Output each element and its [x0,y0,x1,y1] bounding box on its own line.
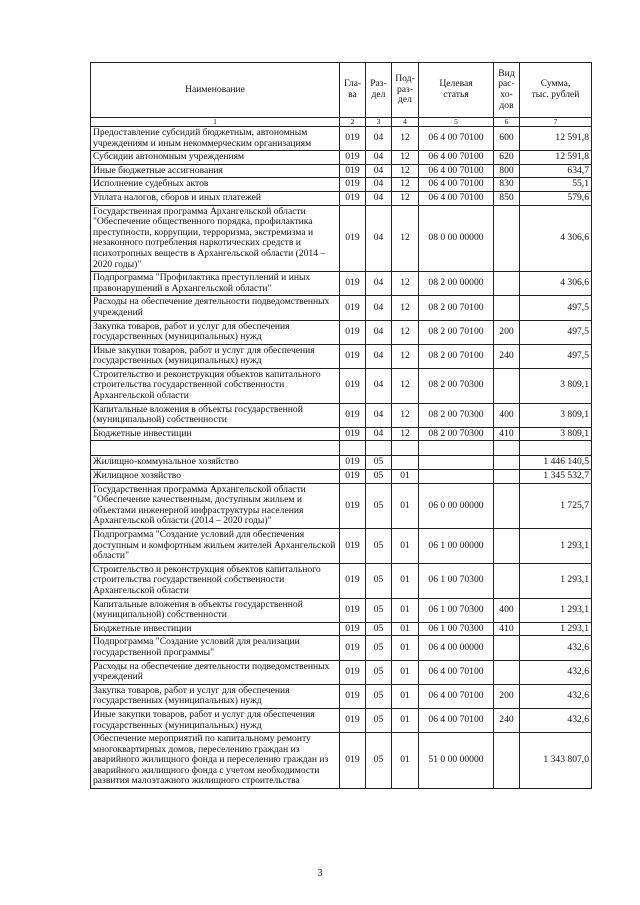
row-target: 06 4 00 70100 [419,191,494,205]
row-expense-type [494,636,520,660]
row-chapter: 019 [340,344,366,368]
row-target: 08 2 00 70300 [419,403,494,427]
row-expense-type: 200 [494,320,520,344]
header-section: Раз- дел [366,63,392,118]
row-expense-type [494,660,520,684]
row-subsection: 12 [392,151,419,165]
row-amount: 4 306,6 [520,272,592,296]
row-name: Уплата налогов, сборов и иных платежей [91,191,340,205]
row-amount: 55,1 [520,178,592,192]
row-name: Предоставление субсидий бюджетным, автономным учреждениям и иным некоммерческим организациям [91,127,340,151]
row-name: Закупка товаров, работ и услуг для обеспечения государственных (муниципальных) нужд [91,320,340,344]
row-chapter: 019 [340,368,366,403]
row-chapter: 019 [340,296,366,320]
row-name: Подпрограмма "Создание условий для обеспечения доступным и комфортным жильем жителей Архангельской области" [91,529,340,564]
table-row [91,483,592,528]
column-number: 6 [494,118,520,127]
column-number: 3 [366,118,392,127]
row-section: 05 [366,563,392,598]
row-subsection: 01 [392,470,419,484]
row-name [91,441,340,456]
row-name: Расходы на обеспечение деятельности подведомственных учреждений [91,660,340,684]
row-chapter: 019 [340,470,366,484]
table-row [91,684,592,708]
row-subsection: 12 [392,344,419,368]
row-name: Иные закупки товаров, работ и услуг для обеспечения государственных (муниципальных) нужд [91,344,340,368]
row-amount: 3 809,1 [520,427,592,441]
row-subsection: 12 [392,320,419,344]
row-chapter: 019 [340,483,366,528]
row-target: 08 2 00 70100 [419,296,494,320]
row-section: 04 [366,320,392,344]
row-subsection: 12 [392,368,419,403]
table-row [91,320,592,344]
header-name: Наименование [91,63,340,118]
row-target: 08 0 00 00000 [419,205,494,272]
row-expense-type [494,470,520,484]
row-section: 04 [366,205,392,272]
row-target: 06 0 00 00000 [419,483,494,528]
table-row [91,368,592,403]
row-amount: 432,6 [520,636,592,660]
table-row [91,178,592,192]
row-chapter: 019 [340,622,366,636]
row-section: 05 [366,470,392,484]
row-amount: 497,5 [520,320,592,344]
row-section: 05 [366,598,392,622]
header-chapter: Гла- ва [340,63,366,118]
row-target: 06 4 00 70100 [419,127,494,151]
header-target: Целевая статья [419,63,494,118]
row-expense-type: 830 [494,178,520,192]
row-name: Бюджетные инвестиции [91,427,340,441]
row-name: Жилищное хозяйство [91,470,340,484]
table-body [91,127,592,789]
row-amount: 497,5 [520,296,592,320]
row-amount: 1 293,1 [520,563,592,598]
column-number: 5 [419,118,494,127]
row-section: 04 [366,178,392,192]
row-amount: 634,7 [520,164,592,178]
row-chapter: 019 [340,320,366,344]
row-name: Бюджетные инвестиции [91,622,340,636]
table-row [91,622,592,636]
page-number: 3 [317,868,323,879]
row-section: 05 [366,636,392,660]
row-target: 08 2 00 70100 [419,320,494,344]
row-section: 04 [366,127,392,151]
table-row [91,441,592,456]
row-name: Строительство и реконструкция объектов капитального строительства государственной собственности Архангельской области [91,563,340,598]
table-row [91,151,592,165]
row-target [419,470,494,484]
row-name: Субсидии автономным учреждениям [91,151,340,165]
row-amount: 3 809,1 [520,403,592,427]
row-name: Иные бюджетные ассигнования [91,164,340,178]
row-subsection: 12 [392,427,419,441]
row-chapter: 019 [340,191,366,205]
row-target: 06 4 00 70100 [419,684,494,708]
row-target: 06 4 00 70100 [419,178,494,192]
row-name: Обеспечение мероприятий по капитальному ремонту многоквартирных домов, переселению граждан из аварийного жилищного фонда и переселению граждан из аварийного жилищного фонда с учетом необходимости развития малоэтажного жилищного строительства [91,733,340,789]
row-name: Жилищно-коммунальное хозяйство [91,456,340,470]
table-row [91,733,592,789]
row-amount: 432,6 [520,660,592,684]
row-expense-type [494,272,520,296]
row-subsection: 12 [392,191,419,205]
row-amount: 1 446 140,5 [520,456,592,470]
row-section: 05 [366,708,392,732]
row-subsection: 12 [392,164,419,178]
table-row [91,344,592,368]
row-subsection: 01 [392,684,419,708]
row-target: 08 2 00 70300 [419,427,494,441]
column-number: 4 [392,118,419,127]
table-row [91,708,592,732]
row-section: 04 [366,403,392,427]
row-target: 06 4 00 70100 [419,151,494,165]
row-chapter [340,441,366,456]
row-chapter: 019 [340,456,366,470]
table-row [91,636,592,660]
row-section: 05 [366,483,392,528]
table-row [91,529,592,564]
row-expense-type [494,529,520,564]
row-name: Закупка товаров, работ и услуг для обеспечения государственных (муниципальных) нужд [91,684,340,708]
row-section: 04 [366,164,392,178]
row-target: 06 1 00 00000 [419,529,494,564]
row-subsection: 12 [392,178,419,192]
row-subsection [392,441,419,456]
row-amount [520,441,592,456]
row-subsection: 12 [392,205,419,272]
row-expense-type: 410 [494,622,520,636]
row-section: 05 [366,733,392,789]
table-row [91,403,592,427]
row-name: Подпрограмма "Создание условий для реализации государственной программы" [91,636,340,660]
row-section: 04 [366,296,392,320]
budget-table [90,62,592,789]
row-section: 05 [366,622,392,636]
row-amount: 497,5 [520,344,592,368]
row-section: 05 [366,529,392,564]
row-expense-type [494,563,520,598]
row-chapter: 019 [340,529,366,564]
row-subsection: 01 [392,708,419,732]
row-section: 05 [366,456,392,470]
row-chapter: 019 [340,563,366,598]
row-subsection: 01 [392,733,419,789]
row-expense-type [494,368,520,403]
row-amount: 12 591,8 [520,151,592,165]
row-subsection [392,456,419,470]
row-amount: 579,6 [520,191,592,205]
row-section: 04 [366,272,392,296]
row-target: 06 1 00 70300 [419,622,494,636]
table-row [91,563,592,598]
row-target: 06 1 00 70300 [419,563,494,598]
row-name: Расходы на обеспечение деятельности подведомственных учреждений [91,296,340,320]
row-expense-type: 850 [494,191,520,205]
row-target: 08 2 00 00000 [419,272,494,296]
row-subsection: 12 [392,272,419,296]
table-row [91,272,592,296]
table-row [91,456,592,470]
row-expense-type [494,733,520,789]
row-chapter: 019 [340,403,366,427]
row-target: 06 4 00 00000 [419,636,494,660]
row-target: 08 2 00 70100 [419,344,494,368]
row-section: 04 [366,427,392,441]
row-target: 51 0 00 00000 [419,733,494,789]
row-amount: 1 293,1 [520,529,592,564]
row-name: Иные закупки товаров, работ и услуг для обеспечения государственных (муниципальных) нужд [91,708,340,732]
row-amount: 1 343 807,0 [520,733,592,789]
table-row [91,296,592,320]
row-subsection: 12 [392,403,419,427]
row-section: 04 [366,151,392,165]
row-expense-type: 200 [494,684,520,708]
row-subsection: 12 [392,296,419,320]
table-row [91,205,592,272]
row-chapter: 019 [340,127,366,151]
row-section: 04 [366,368,392,403]
row-name: Подпрограмма "Профилактика преступлений и иных правонарушений в Архангельской области" [91,272,340,296]
row-amount: 1 725,7 [520,483,592,528]
row-expense-type [494,456,520,470]
row-subsection: 01 [392,483,419,528]
row-section [366,441,392,456]
row-section: 04 [366,344,392,368]
table-row [91,191,592,205]
row-subsection: 01 [392,660,419,684]
row-target [419,441,494,456]
row-chapter: 019 [340,427,366,441]
row-expense-type [494,441,520,456]
row-section: 05 [366,684,392,708]
row-target: 06 4 00 70100 [419,708,494,732]
row-expense-type: 410 [494,427,520,441]
row-chapter: 019 [340,272,366,296]
row-subsection: 01 [392,636,419,660]
row-expense-type [494,205,520,272]
column-number: 2 [340,118,366,127]
row-amount: 1 345 532,7 [520,470,592,484]
row-section: 04 [366,191,392,205]
row-subsection: 01 [392,598,419,622]
header-amount: Сумма, тыс. рублей [520,63,592,118]
row-subsection: 01 [392,529,419,564]
table-row [91,427,592,441]
row-expense-type: 620 [494,151,520,165]
row-chapter: 019 [340,164,366,178]
column-number: 1 [91,118,340,127]
row-chapter: 019 [340,205,366,272]
row-expense-type: 240 [494,344,520,368]
table-row [91,164,592,178]
row-section: 05 [366,660,392,684]
row-amount: 4 306,6 [520,205,592,272]
row-chapter: 019 [340,733,366,789]
row-chapter: 019 [340,636,366,660]
row-subsection: 12 [392,127,419,151]
row-name: Исполнение судебных актов [91,178,340,192]
row-chapter: 019 [340,151,366,165]
header-row [91,63,592,118]
row-name: Государственная программа Архангельской области "Обеспечение качественным, доступным жильем и объектами инженерной инфраструктуры населения Архангельской области (2014 – 2020 годы)" [91,483,340,528]
row-target: 06 4 00 70100 [419,164,494,178]
row-chapter: 019 [340,598,366,622]
row-chapter: 019 [340,708,366,732]
row-expense-type [494,296,520,320]
row-target: 06 1 00 70300 [419,598,494,622]
row-amount: 3 809,1 [520,368,592,403]
row-name: Капитальные вложения в объекты государственной (муниципальной) собственности [91,598,340,622]
row-expense-type: 800 [494,164,520,178]
row-amount: 12 591,8 [520,127,592,151]
column-number-row [91,118,592,127]
row-name: Государственная программа Архангельской области "Обеспечение общественного порядка, профилактика преступности, коррупции, терроризма, экстремизма и незаконного потребления наркотических средств и психотропных веществ в Архангельской области (2014 – 2020 годы)" [91,205,340,272]
table-row [91,470,592,484]
row-subsection: 01 [392,563,419,598]
row-expense-type [494,483,520,528]
row-name: Строительство и реконструкция объектов капитального строительства государственной собственности Архангельской области [91,368,340,403]
table-row [91,127,592,151]
row-target: 08 2 00 70300 [419,368,494,403]
row-expense-type: 400 [494,598,520,622]
header-expense-type: Вид рас- хо- дов [494,63,520,118]
row-chapter: 019 [340,684,366,708]
row-target: 06 4 00 70100 [419,660,494,684]
header-subsection: Под- раз- дел [392,63,419,118]
row-expense-type: 600 [494,127,520,151]
row-expense-type: 240 [494,708,520,732]
table-row [91,598,592,622]
row-expense-type: 400 [494,403,520,427]
row-amount: 432,6 [520,708,592,732]
row-amount: 432,6 [520,684,592,708]
row-name: Капитальные вложения в объекты государственной (муниципальной) собственности [91,403,340,427]
row-chapter: 019 [340,178,366,192]
row-amount: 1 293,1 [520,622,592,636]
row-target [419,456,494,470]
column-number: 7 [520,118,592,127]
row-amount: 1 293,1 [520,598,592,622]
table-row [91,660,592,684]
row-chapter: 019 [340,660,366,684]
row-subsection: 01 [392,622,419,636]
